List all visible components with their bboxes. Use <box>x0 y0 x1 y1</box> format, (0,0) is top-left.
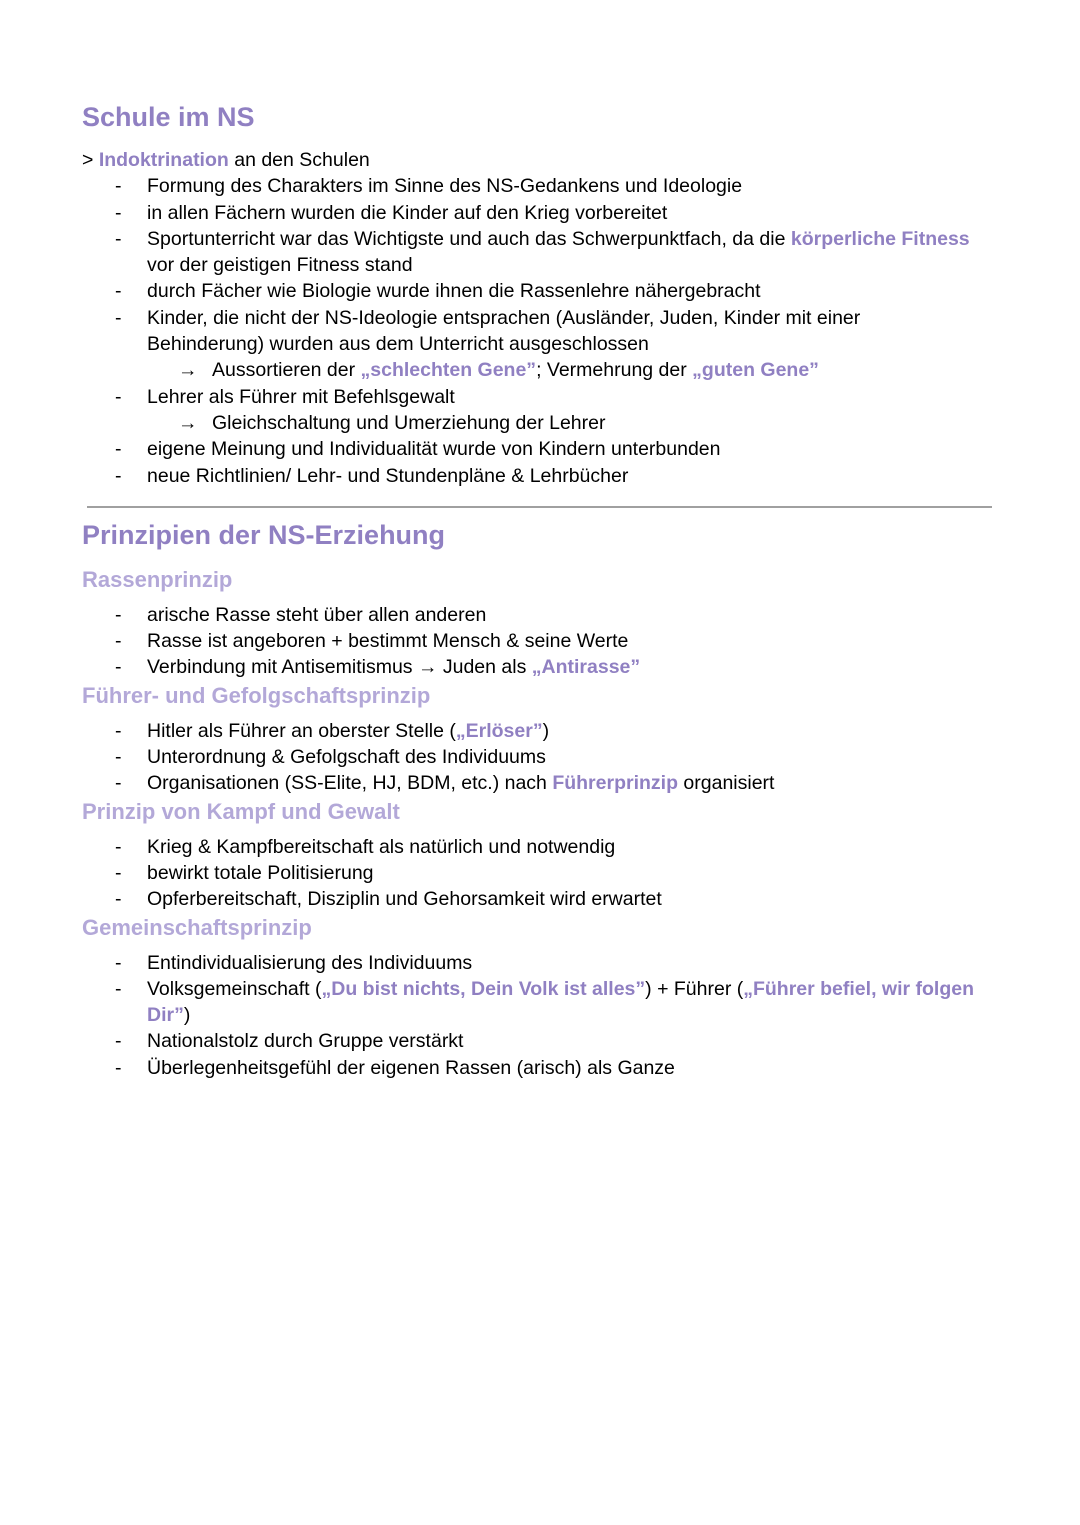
highlight-text: „Führer befiel, wir folgen Dir” <box>147 977 974 1027</box>
intro-prefix: > <box>82 149 99 171</box>
highlight-text: „Du bist nichts, Dein Volk ist alles” <box>321 977 646 1000</box>
section-title: Prinzipien der NS-Erziehung <box>82 519 446 550</box>
list-item: - bewirkt totale Politisierung <box>82 860 1002 886</box>
arrow-line <box>82 357 1002 383</box>
intro-line <box>82 147 1002 173</box>
highlight-text: Führerprinzip <box>552 772 678 795</box>
rassen-list <box>82 602 1002 681</box>
list-item: - durch Fächer wie Biologie wurde ihnen die Rassenlehre nähergebracht <box>82 278 1002 304</box>
schule-list <box>82 173 1002 357</box>
document-content <box>82 99 1002 1081</box>
item-text: Sportunterricht war das Wichtigste und auch das Schwerpunktfach, da die <box>147 227 791 250</box>
item-text: ) + Führer ( <box>645 977 744 1000</box>
arrow-line <box>82 410 1002 436</box>
list-item: - arische Rasse steht über allen anderen <box>82 602 1002 628</box>
list-item: - Nationalstolz durch Gruppe verstärkt <box>82 1028 1002 1054</box>
schule-list-3 <box>82 436 1002 489</box>
item-text: Volksgemeinschaft ( <box>147 977 322 1000</box>
subsection-title: Prinzip von Kampf und Gewalt <box>82 798 400 824</box>
item-text: Organisationen (SS-Elite, HJ, BDM, etc.) nach <box>147 772 553 795</box>
highlight-text: „Erlöser” <box>455 719 543 742</box>
highlight-text: körperliche Fitness <box>790 227 970 250</box>
subsection-title: Rassenprinzip <box>82 566 233 592</box>
list-item <box>82 718 1002 744</box>
arrow-icon: → <box>178 359 198 382</box>
list-item: - Formung des Charakters im Sinne des NS-Gedankens und Ideologie <box>82 173 1002 199</box>
item-text: ; Vermehrung der <box>536 359 693 382</box>
intro-highlight: Indoktrination <box>98 149 229 171</box>
list-item: - Rasse ist angeboren + bestimmt Mensch & seine Werte <box>82 628 1002 654</box>
item-text: ) <box>542 719 550 742</box>
subsection-title: Führer- und Gefolgschaftsprinzip <box>82 682 431 708</box>
list-item <box>82 654 1002 680</box>
highlight-text: „guten Gene” <box>692 359 819 382</box>
section-divider <box>87 506 992 508</box>
item-text: ) <box>183 1004 191 1027</box>
item-text: organisiert <box>678 772 775 795</box>
highlight-text: „schlechten Gene” <box>360 359 537 382</box>
arrow-icon: → <box>178 411 198 434</box>
list-item: - neue Richtlinien/ Lehr- und Stundenpläne & Lehrbücher <box>82 463 1002 489</box>
item-text: Gleichschaltung und Umerziehung der Lehrer <box>212 411 606 434</box>
subsection-title: Gemeinschaftsprinzip <box>82 914 312 940</box>
list-item: - Kinder, die nicht der NS-Ideologie entsprachen (Ausländer, Juden, Kinder mit einer Behinderung) wurden aus dem Unterricht ausgeschlossen <box>82 305 1002 358</box>
item-text: Hitler als Führer an oberster Stelle ( <box>147 719 456 742</box>
list-item: - Überlegenheitsgefühl der eigenen Rassen (arisch) als Ganze <box>82 1055 1002 1081</box>
list-item: - Entindividualisierung des Individuums <box>82 950 1002 976</box>
kampf-list <box>82 834 1002 913</box>
section-title: Schule im NS <box>82 102 255 132</box>
fuehrer-list <box>82 718 1002 797</box>
list-item <box>82 770 1002 796</box>
intro-rest: an den Schulen <box>228 149 370 171</box>
list-item <box>82 226 1002 279</box>
list-item <box>82 976 1002 1029</box>
list-item: - eigene Meinung und Individualität wurde von Kindern unterbunden <box>82 436 1002 462</box>
list-item: - Krieg & Kampfbereitschaft als natürlich und notwendig <box>82 834 1002 860</box>
list-item: - in allen Fächern wurden die Kinder auf den Krieg vorbereitet <box>82 200 1002 226</box>
gemeinschaft-list <box>82 950 1002 1081</box>
item-text: Aussortieren der <box>212 359 361 382</box>
item-text: Verbindung mit Antisemitismus → Juden als <box>147 656 532 679</box>
list-item: - Opferbereitschaft, Disziplin und Gehorsamkeit wird erwartet <box>82 886 1002 912</box>
highlight-text: „Antirasse” <box>531 656 641 679</box>
list-item: - Lehrer als Führer mit Befehlsgewalt <box>82 384 1002 410</box>
item-text: vor der geistigen Fitness stand <box>147 254 413 277</box>
schule-list-2 <box>82 384 1002 410</box>
list-item: - Unterordnung & Gefolgschaft des Individuums <box>82 744 1002 770</box>
